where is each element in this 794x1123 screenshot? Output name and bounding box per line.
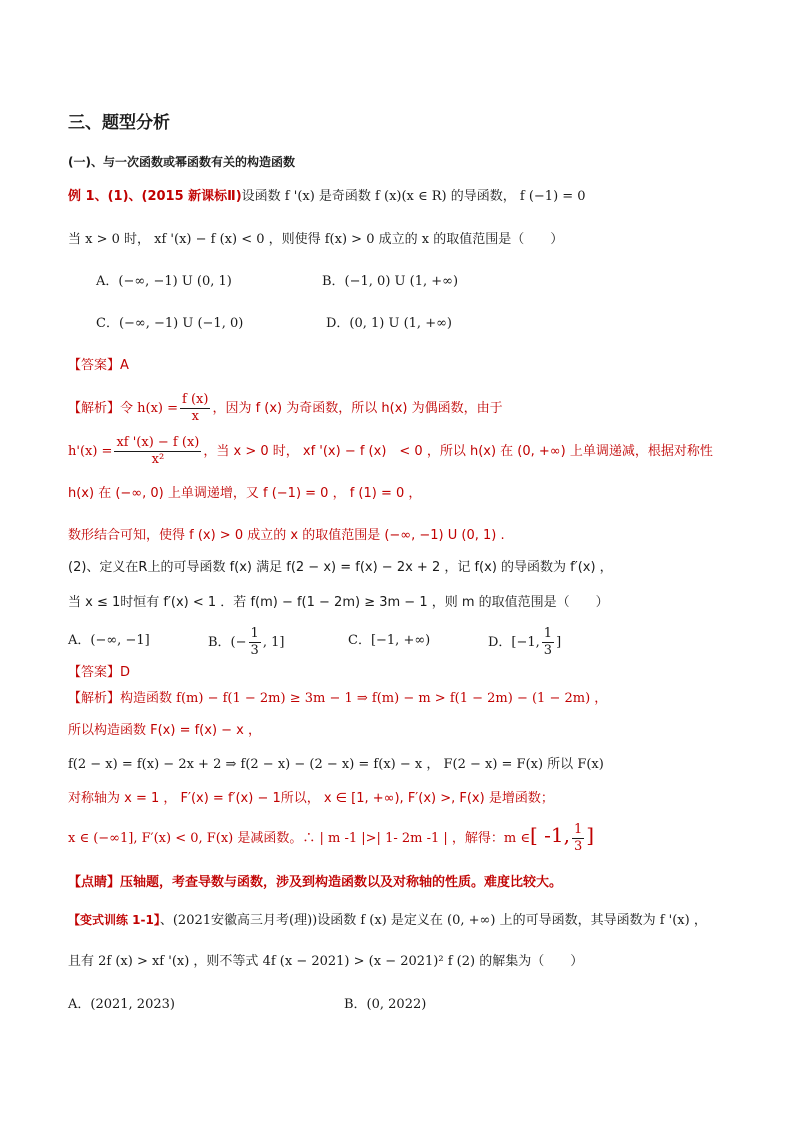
analysis-text: x ∈ (−∞1], F′(x) < 0, F(x) 是减函数。∴ | m -1 |>| 1- 2m -1 | ，解得：m ∈	[68, 831, 530, 846]
fraction-numerator: 1	[543, 626, 553, 641]
fraction	[180, 392, 210, 425]
ex1-analysis-line4: 数形结合可知，使得 f (x) > 0 成立的 x 的取值范围是 (−∞, −1) U (0, 1) .	[68, 528, 505, 543]
analysis-text: ，当 x > 0 时， xf '(x) − f (x) < 0 ，所以 h(x) 在 (0, +∞) 上单调递减，根据对称性	[203, 444, 713, 459]
comment-text: 压轴题，考查导数与函数，涉及到构造函数以及对称轴的性质。难度比较大。	[120, 875, 563, 890]
ex2-answer	[68, 664, 130, 682]
ex2-analysis-line4: 对称轴为 x = 1 ， F′(x) = f′(x) − 1所以， x ∈ [1, +∞), F′(x) >, F(x) 是增函数；	[68, 791, 554, 806]
ex1-stem: 设函数 f '(x) 是奇函数 f (x)(x ∈ R) 的导函数， f (−1) = 0	[241, 189, 586, 204]
ex1-label: 例 1、	[68, 189, 108, 204]
fraction-denominator: x²	[151, 452, 165, 467]
fraction-denominator: 3	[543, 643, 553, 658]
option-text: D．[−1,	[488, 635, 540, 650]
fraction-numerator: xf '(x) − f (x)	[116, 435, 200, 450]
fraction-numerator: f (x)	[182, 392, 209, 407]
ex2-analysis-line2: 所以构造函数 F(x) = f(x) − x ，	[68, 723, 262, 738]
variant-line2: 且有 2f (x) > xf '(x) ，则不等式 4f (x − 2021) > (x − 2021)² f (2) 的解集为（ ）	[68, 954, 584, 969]
option-text: B．(−	[208, 635, 247, 650]
ex1-analysis-line3: h(x) 在 (−∞, 0) 上单调递增，又 f (−1) = 0 ， f (1) = 0 ，	[68, 486, 422, 501]
ex2-option-c: C．[−1, +∞)	[348, 633, 431, 648]
ex1-analysis-line1	[68, 392, 503, 425]
ex2-line2: 当 x ≤ 1时恒有 f′(x) < 1 ．若 f(m) − f(1 − 2m) ≥ 3m − 1 ，则 m 的取值范围是（ ）	[68, 595, 609, 610]
ex1-line1	[68, 188, 586, 206]
ex1-line2: 当 x > 0 时， xf '(x) − f (x) < 0 ，则使得 f(x) > 0 成立的 x 的取值范围是（ ）	[68, 232, 564, 247]
variant-option-b: B．(0, 2022)	[344, 997, 427, 1012]
ex1-answer	[68, 357, 129, 375]
fraction-denominator: 3	[574, 839, 583, 854]
option-text: ]	[556, 635, 562, 650]
analysis-label: 【解析】	[68, 401, 121, 416]
ex2-option-b	[208, 626, 284, 659]
variant-stem: 、(2021安徽高三月考(理))设函数 f (x) 是定义在 (0, +∞) 上的可导函数，其导函数为 f '(x) ，	[159, 913, 707, 928]
fraction	[249, 626, 261, 659]
analysis-text: ，因为 f (x) 为奇函数，所以 h(x) 为偶函数，由于	[212, 401, 503, 416]
ex2-line1: (2)、定义在R上的可导函数 f(x) 满足 f(2 − x) = f(x) − 2x + 2 ，记 f(x) 的导函数为 f′(x) ，	[68, 560, 613, 575]
fraction-denominator: x	[191, 409, 199, 424]
answer-label: 【答案】	[68, 665, 121, 680]
fraction-numerator: 1	[574, 822, 583, 837]
ex1-option-b: B．(−1, 0) U (1, +∞)	[322, 274, 459, 289]
answer-value: A	[120, 358, 129, 373]
variant-line1	[68, 911, 707, 930]
ex2-comment	[68, 874, 562, 892]
ex1-option-d: D．(0, 1) U (1, +∞)	[326, 316, 452, 331]
fraction-numerator: 1	[250, 626, 259, 641]
ex1-option-a: A．(−∞, −1) U (0, 1)	[96, 274, 232, 289]
analysis-text: 构造函数 f(m) − f(1 − 2m) ≥ 3m − 1 ⇒ f(m) − m > f(1 − 2m) − (1 − 2m) ，	[120, 691, 608, 706]
variant-option-a: A．(2021, 2023)	[68, 997, 175, 1012]
bracket-close: ]	[586, 823, 595, 847]
fraction	[114, 435, 201, 468]
section-title: 三、题型分析	[68, 113, 170, 133]
bracket-open: [ -1,	[530, 823, 570, 847]
option-text: , 1]	[262, 635, 285, 650]
ex2-analysis-line5	[68, 822, 594, 855]
ex2-option-a: A．(−∞, −1]	[68, 633, 150, 648]
ex2-analysis-line3: f(2 − x) = f(x) − 2x + 2 ⇒ f(2 − x) − (2 − x) = f(x) − x ， F(2 − x) = F(x) 所以 F(x)	[68, 757, 604, 772]
analysis-text: h'(x) =	[68, 444, 113, 459]
ex2-option-d	[488, 626, 561, 659]
fraction	[572, 822, 584, 855]
ex1-analysis-line2	[68, 435, 713, 468]
answer-value: D	[120, 665, 131, 680]
ex1-option-c: C．(−∞, −1) U (−1, 0)	[96, 316, 244, 331]
fraction-denominator: 3	[250, 643, 259, 658]
subsection-title: (一)、与一次函数或幂函数有关的构造函数	[68, 155, 295, 169]
ex1-source: (1)、(2015 新课标Ⅱ)	[107, 189, 242, 204]
fraction	[542, 626, 554, 659]
analysis-label: 【解析】	[68, 691, 121, 706]
variant-label: 【变式训练 1-1】	[68, 913, 160, 927]
analysis-text: 令 h(x) =	[120, 401, 179, 416]
answer-label: 【答案】	[68, 358, 121, 373]
ex2-analysis-line1	[68, 690, 607, 708]
comment-label: 【点睛】	[68, 875, 121, 890]
